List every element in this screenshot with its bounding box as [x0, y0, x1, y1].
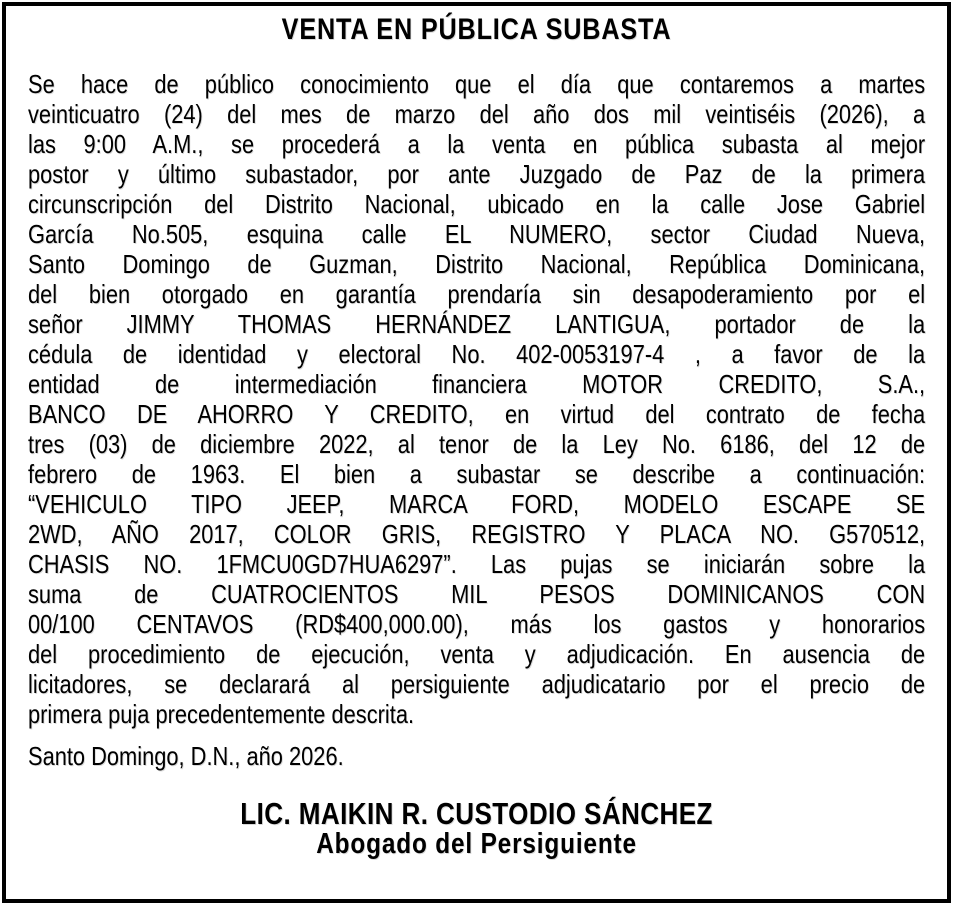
body-line: 2WD, AÑO 2017, COLOR GRIS, REGISTRO Y PLACA NO. G570512, [28, 519, 926, 549]
body-line: veinticuatro (24) del mes de marzo del año dos mil veintiséis (2026), a [28, 99, 926, 129]
body-line: licitadores, se declarará al persiguiente adjudicatario por el precio de [28, 669, 926, 699]
body-line: García No.505, esquina calle EL NUMERO, sector Ciudad Nueva, [28, 219, 926, 249]
body-line: las 9:00 A.M., se procederá a la venta en pública subasta al mejor [28, 129, 926, 159]
notice-title: VENTA EN PÚBLICA SUBASTA [281, 13, 672, 46]
body-line: del procedimiento de ejecución, venta y adjudicación. En ausencia de [28, 639, 926, 669]
notice-body [28, 69, 925, 729]
notice-content [28, 6, 925, 859]
body-line: Se hace de público conocimiento que el día que contaremos a martes [28, 69, 926, 99]
body-line: tres (03) de diciembre 2022, al tenor de la Ley No. 6186, del 12 de [28, 429, 926, 459]
body-line: CHASIS NO. 1FMCU0GD7HUA6297”. Las pujas se iniciarán sobre la [28, 549, 926, 579]
body-line: entidad de intermediación financiera MOTOR CREDITO, S.A., [28, 369, 926, 399]
body-line: Santo Domingo de Guzman, Distrito Nacional, República Dominicana, [28, 249, 926, 279]
signature-block [28, 796, 925, 860]
body-line: del bien otorgado en garantía prendaría sin desapoderamiento por el [28, 279, 926, 309]
signature-role: Abogado del Persiguiente [316, 828, 637, 860]
body-line: cédula de identidad y electoral No. 402-0053197-4 , a favor de la [28, 339, 926, 369]
body-line: primera puja precedentemente descrita. [28, 699, 415, 729]
body-line: febrero de 1963. El bien a subastar se describe a continuación: [28, 459, 926, 489]
body-line: postor y último subastador, por ante Juzgado de Paz de la primera [28, 159, 926, 189]
body-line: BANCO DE AHORRO Y CREDITO, en virtud del contrato de fecha [28, 399, 926, 429]
body-line: suma de CUATROCIENTOS MIL PESOS DOMINICANOS CON [28, 579, 926, 609]
body-line: “VEHICULO TIPO JEEP, MARCA FORD, MODELO ESCAPE SE [28, 489, 926, 519]
body-line: 00/100 CENTAVOS (RD$400,000.00), más los gastos y honorarios [28, 609, 926, 639]
signature-name: LIC. MAIKIN R. CUSTODIO SÁNCHEZ [240, 796, 713, 831]
dateline: Santo Domingo, D.N., año 2026. [28, 741, 344, 771]
body-line: circunscripción del Distrito Nacional, ubicado en la calle Jose Gabriel [28, 189, 926, 219]
body-line: señor JIMMY THOMAS HERNÁNDEZ LANTIGUA, portador de la [28, 309, 926, 339]
